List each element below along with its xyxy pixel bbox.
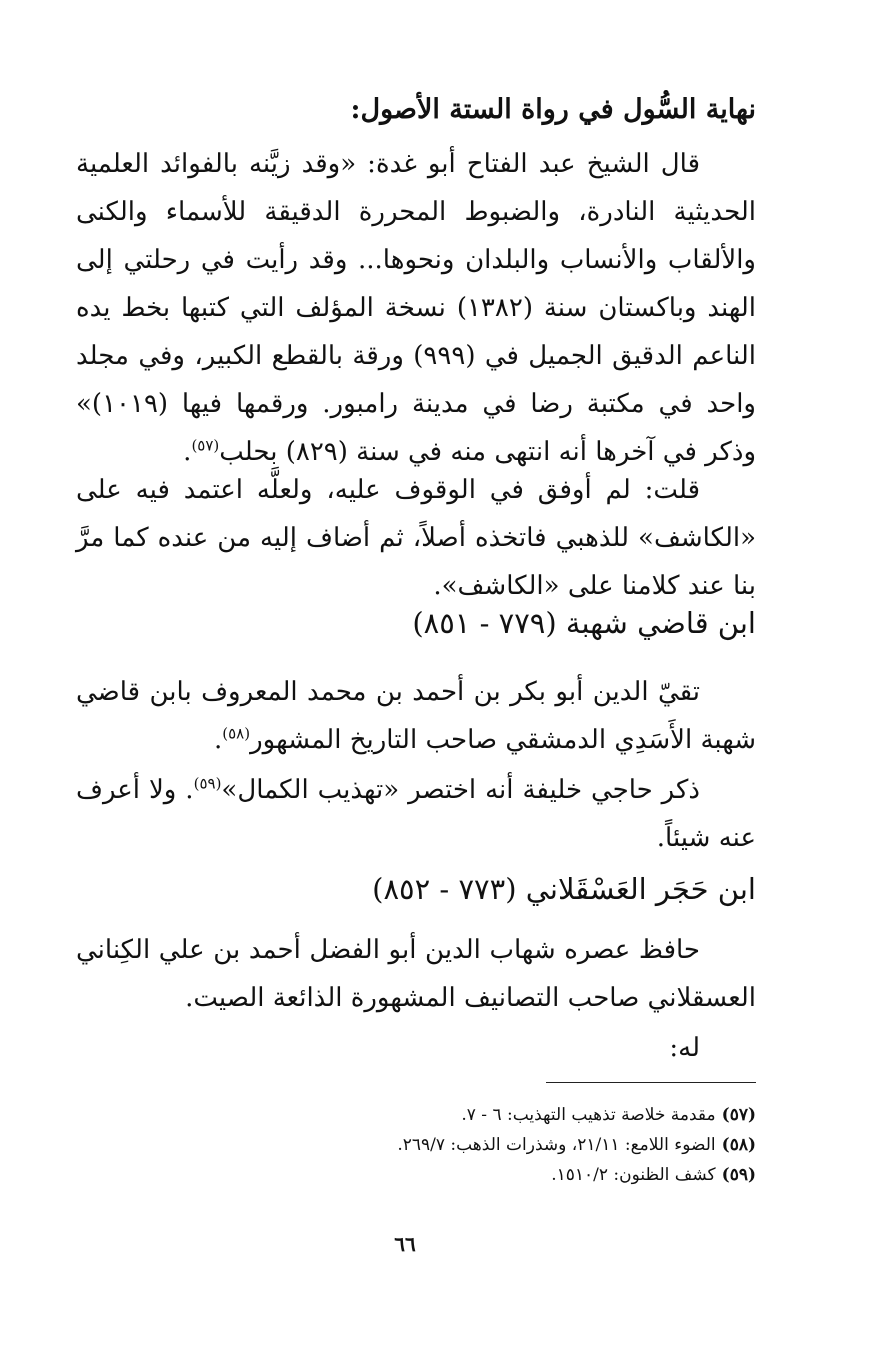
footnote-59 xyxy=(76,1160,756,1190)
footnote-57 xyxy=(76,1100,756,1130)
entry-heading-ibn-qadi-shuhba: ابن قاضي شهبة (٧٧٩ - ٨٥١) xyxy=(412,606,756,640)
footnote-number: (٥٨) xyxy=(721,1135,756,1155)
footnote-58 xyxy=(76,1130,756,1160)
paragraph-end: . xyxy=(183,437,192,467)
footnote-number: (٥٩) xyxy=(721,1165,756,1185)
footnote-number: (٥٧) xyxy=(721,1105,756,1125)
paragraph-text: ذكر حاجي خليفة أنه اختصر «تهذيب الكمال» xyxy=(221,775,700,805)
paragraph-end: . xyxy=(214,725,223,755)
footnote-text: مقدمة خلاصة تذهيب التهذيب: ٦ - ٧. xyxy=(461,1105,716,1125)
paragraph-entry-2-bio: حافظ عصره شهاب الدين أبو الفضل أحمد بن علي الكِناني العسقلاني صاحب التصانيف المشهورة الذائعة الصيت. xyxy=(76,935,756,1013)
footnote-ref-57: (٥٧) xyxy=(191,436,220,455)
footnotes xyxy=(76,1100,756,1190)
footnote-ref-59: (٥٩) xyxy=(193,774,222,793)
paragraph-entry-1-bio xyxy=(76,668,756,764)
footnote-text: الضوء اللامع: ٢١/١١، وشذرات الذهب: ٢٦٩/٧. xyxy=(397,1135,716,1155)
footnote-ref-58: (٥٨) xyxy=(222,724,251,743)
paragraph-comment: قلت: لم أوفق في الوقوف عليه، ولعلَّه اعتمد فيه على «الكاشف» للذهبي فاتخذه أصلاً، ثم أضاف إليه من عنده كما مرَّ بنا عند كلامنا على «الكاشف». xyxy=(76,475,756,601)
paragraph-entry-1-note xyxy=(76,766,756,862)
footnote-divider xyxy=(546,1082,756,1083)
footnote-text: كشف الظنون: ١٥١٠/٢. xyxy=(551,1165,716,1185)
paragraph-end: . ولا أعرف عنه شيئاً. xyxy=(76,775,756,853)
paragraph-entry-2-lahu: له: xyxy=(669,1033,700,1063)
paragraph-text: قال الشيخ عبد الفتاح أبو غدة: «وقد زيَّنه بالفوائد العلمية الحديثية النادرة، والضبوط المحررة الدقيقة للأسماء والكنى والألقاب والأنساب والبلدان ونحوها... وقد رأيت في رحلتي إلى الهند وباكستان سنة (١٣٨٢) نسخة المؤلف التي كتبها بخط يده الناعم الدقيق الجميل في (٩٩٩) ورقة بالقطع الكبير، وفي مجلد واحد في مكتبة رضا في مدينة رامبور. ورقمها فيها (١٠١٩)» وذكر في آخرها أنه انتهى منه في سنة (٨٢٩) بحلب xyxy=(76,149,757,467)
section-heading: نهاية السُّول في رواة الستة الأصول: xyxy=(350,94,756,125)
paragraph-quote xyxy=(76,140,756,476)
paragraph-text: تقيّ الدين أبو بكر بن أحمد بن محمد المعروف بابن قاضي شهبة الأَسَدِي الدمشقي صاحب التاريخ المشهور xyxy=(76,677,756,755)
page-number: ٦٦ xyxy=(394,1232,416,1256)
entry-heading-ibn-hajar: ابن حَجَر العَسْقَلاني (٧٧٣ - ٨٥٢) xyxy=(372,872,756,906)
